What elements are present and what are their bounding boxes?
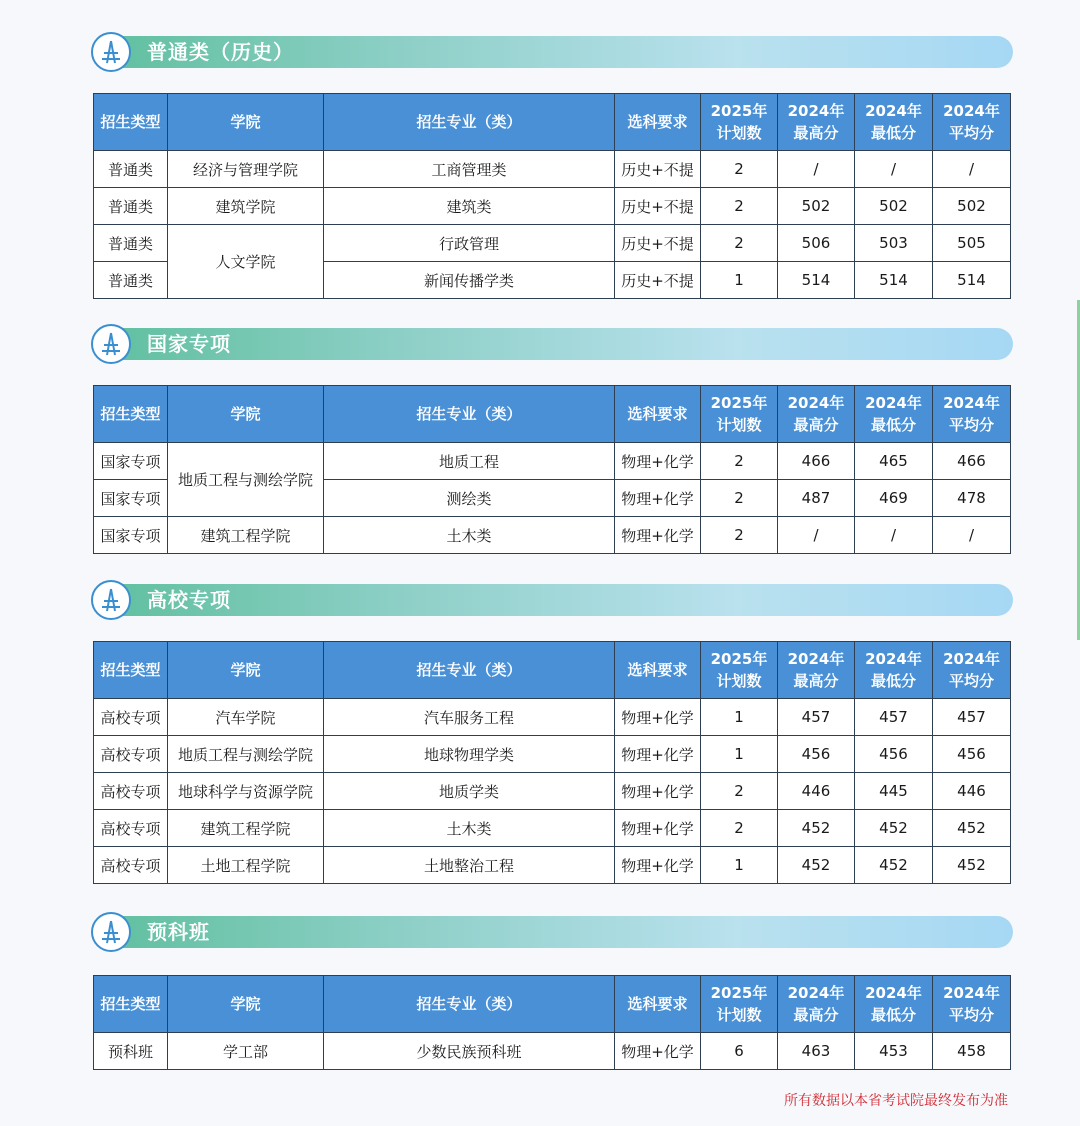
cell-avg: 458 [933,1033,1011,1070]
table-row [94,517,1011,554]
cell-subject: 物理+化学 [615,1033,701,1070]
header-avg: 2024年 平均分 [933,976,1011,1033]
cell-max: 466 [778,443,855,480]
cell-max: 463 [778,1033,855,1070]
cell-type: 普通类 [94,262,168,299]
cell-type: 高校专项 [94,847,168,884]
header-subject: 选科要求 [615,976,701,1033]
cell-max: 457 [778,699,855,736]
header-max: 2024年 最高分 [778,976,855,1033]
cell-plan: 2 [701,151,778,188]
cell-max: 446 [778,773,855,810]
header-avg: 2024年 平均分 [933,642,1011,699]
cell-plan: 2 [701,517,778,554]
cell-type: 国家专项 [94,443,168,480]
cell-subject: 物理+化学 [615,699,701,736]
cell-major: 土木类 [324,517,615,554]
cell-max: 487 [778,480,855,517]
section-title: 国家专项 [147,332,231,356]
cell-subject: 物理+化学 [615,517,701,554]
cell-max: 514 [778,262,855,299]
cell-avg: 478 [933,480,1011,517]
table-row [94,847,1011,884]
cell-college: 人文学院 [168,225,324,299]
cell-min: 514 [855,262,933,299]
cell-plan: 2 [701,443,778,480]
cell-college: 地质工程与测绘学院 [168,736,324,773]
table-row [94,443,1011,480]
cell-min: 457 [855,699,933,736]
footnote: 所有数据以本省考试院最终发布为准 [784,1093,1008,1109]
table-row [94,699,1011,736]
header-college: 学院 [168,386,324,443]
cell-type: 普通类 [94,225,168,262]
header-plan: 2025年 计划数 [701,94,778,151]
table-row [94,773,1011,810]
cell-subject: 物理+化学 [615,480,701,517]
cell-major: 行政管理 [324,225,615,262]
cell-max: 502 [778,188,855,225]
cell-subject: 历史+不提 [615,151,701,188]
cell-subject: 物理+化学 [615,443,701,480]
cell-college: 经济与管理学院 [168,151,324,188]
cell-type: 国家专项 [94,480,168,517]
cell-college: 建筑工程学院 [168,517,324,554]
cell-type: 高校专项 [94,736,168,773]
table-row [94,1033,1011,1070]
cell-min: 453 [855,1033,933,1070]
cell-min: 502 [855,188,933,225]
cell-college: 地球科学与资源学院 [168,773,324,810]
cell-plan: 1 [701,262,778,299]
cell-type: 普通类 [94,188,168,225]
cell-min: / [855,517,933,554]
cell-max: 506 [778,225,855,262]
cell-college: 学工部 [168,1033,324,1070]
section-title: 普通类（历史） [147,40,294,64]
admission-table [93,385,1011,554]
table-row [94,736,1011,773]
cell-avg: 466 [933,443,1011,480]
cell-avg: 505 [933,225,1011,262]
table-row [94,810,1011,847]
header-major: 招生专业（类） [324,642,615,699]
cell-avg: 456 [933,736,1011,773]
header-avg: 2024年 平均分 [933,386,1011,443]
header-max: 2024年 最高分 [778,94,855,151]
cell-subject: 物理+化学 [615,847,701,884]
cell-min: 465 [855,443,933,480]
admission-table [93,641,1011,884]
cell-max: 456 [778,736,855,773]
cell-max: 452 [778,810,855,847]
cell-type: 预科班 [94,1033,168,1070]
cell-college: 土地工程学院 [168,847,324,884]
header-type: 招生类型 [94,94,168,151]
cell-avg: 452 [933,847,1011,884]
cell-plan: 2 [701,773,778,810]
table-row [94,225,1011,262]
table-header-row [94,976,1011,1033]
admission-table [93,93,1011,299]
cell-subject: 历史+不提 [615,262,701,299]
cell-plan: 1 [701,736,778,773]
cell-subject: 历史+不提 [615,225,701,262]
cell-plan: 2 [701,480,778,517]
header-type: 招生类型 [94,642,168,699]
cell-plan: 2 [701,225,778,262]
cell-avg: 452 [933,810,1011,847]
cell-type: 高校专项 [94,810,168,847]
header-max: 2024年 最高分 [778,642,855,699]
header-major: 招生专业（类） [324,976,615,1033]
cell-major: 土木类 [324,810,615,847]
header-subject: 选科要求 [615,94,701,151]
cell-type: 高校专项 [94,773,168,810]
cell-college: 汽车学院 [168,699,324,736]
header-college: 学院 [168,642,324,699]
section-banner [93,584,1013,616]
header-major: 招生专业（类） [324,94,615,151]
cell-avg: 514 [933,262,1011,299]
cell-major: 少数民族预科班 [324,1033,615,1070]
cell-subject: 物理+化学 [615,810,701,847]
cell-college: 建筑学院 [168,188,324,225]
cell-major: 建筑类 [324,188,615,225]
header-subject: 选科要求 [615,386,701,443]
section-title: 预科班 [147,920,210,944]
header-min: 2024年 最低分 [855,94,933,151]
cell-plan: 6 [701,1033,778,1070]
header-min: 2024年 最低分 [855,642,933,699]
section-banner [93,36,1013,68]
cell-min: 469 [855,480,933,517]
header-type: 招生类型 [94,976,168,1033]
cell-plan: 1 [701,847,778,884]
cell-max: / [778,517,855,554]
cell-min: 445 [855,773,933,810]
cell-min: / [855,151,933,188]
header-major: 招生专业（类） [324,386,615,443]
logo-icon [91,580,131,620]
cell-avg: 457 [933,699,1011,736]
cell-max: / [778,151,855,188]
table-header-row [94,642,1011,699]
cell-avg: / [933,151,1011,188]
cell-max: 452 [778,847,855,884]
admission-table [93,975,1011,1070]
cell-avg: 502 [933,188,1011,225]
header-max: 2024年 最高分 [778,386,855,443]
cell-plan: 2 [701,810,778,847]
cell-major: 汽车服务工程 [324,699,615,736]
cell-min: 456 [855,736,933,773]
cell-type: 高校专项 [94,699,168,736]
cell-major: 土地整治工程 [324,847,615,884]
section-banner [93,916,1013,948]
header-college: 学院 [168,976,324,1033]
cell-major: 新闻传播学类 [324,262,615,299]
section-banner [93,328,1013,360]
cell-type: 国家专项 [94,517,168,554]
header-plan: 2025年 计划数 [701,386,778,443]
cell-min: 452 [855,847,933,884]
cell-college: 建筑工程学院 [168,810,324,847]
cell-avg: / [933,517,1011,554]
cell-min: 503 [855,225,933,262]
table-row [94,188,1011,225]
cell-subject: 物理+化学 [615,736,701,773]
cell-major: 地质学类 [324,773,615,810]
cell-major: 地质工程 [324,443,615,480]
table-header-row [94,386,1011,443]
logo-icon [91,324,131,364]
cell-plan: 1 [701,699,778,736]
header-plan: 2025年 计划数 [701,642,778,699]
header-plan: 2025年 计划数 [701,976,778,1033]
cell-major: 测绘类 [324,480,615,517]
cell-subject: 历史+不提 [615,188,701,225]
cell-min: 452 [855,810,933,847]
header-college: 学院 [168,94,324,151]
header-min: 2024年 最低分 [855,976,933,1033]
section-title: 高校专项 [147,588,231,612]
cell-type: 普通类 [94,151,168,188]
header-avg: 2024年 平均分 [933,94,1011,151]
cell-major: 地球物理学类 [324,736,615,773]
cell-plan: 2 [701,188,778,225]
header-type: 招生类型 [94,386,168,443]
logo-icon [91,32,131,72]
cell-major: 工商管理类 [324,151,615,188]
cell-college: 地质工程与测绘学院 [168,443,324,517]
header-subject: 选科要求 [615,642,701,699]
header-min: 2024年 最低分 [855,386,933,443]
table-row [94,151,1011,188]
logo-icon [91,912,131,952]
cell-avg: 446 [933,773,1011,810]
table-header-row [94,94,1011,151]
cell-subject: 物理+化学 [615,773,701,810]
